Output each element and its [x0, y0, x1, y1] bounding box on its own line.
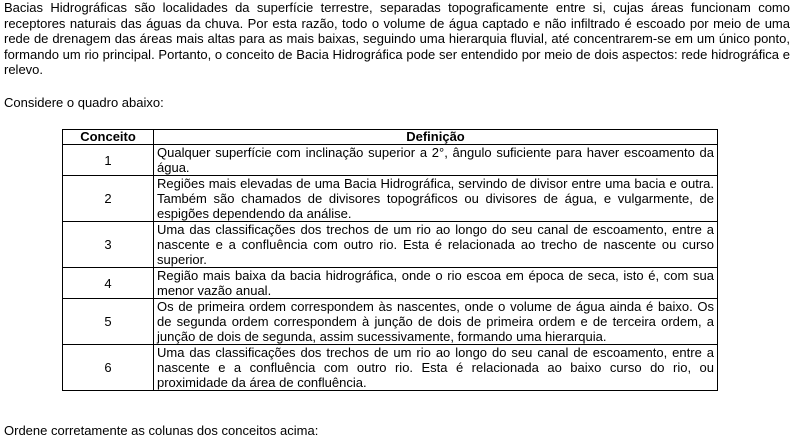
table-row — [63, 222, 718, 268]
concept-definition: Uma das classificações dos trechos de um rio ao longo do seu canal de escoamento, entre a nascente e a confluência com outro rio. Esta é relacionada ao trecho de nascente ou curso superior. — [154, 222, 718, 268]
header-concept: Conceito — [63, 130, 154, 145]
table-row — [63, 268, 718, 299]
concept-definition: Os de primeira ordem correspondem às nascentes, onde o volume de água ainda é baixo. Os de segunda ordem correspondem à junção de dois de primeira ordem e de terceira ordem, a junção de dois de segunda, assim sucessivamente, formando uma hierarquia. — [154, 299, 718, 345]
concept-number: 6 — [63, 345, 154, 391]
concept-definition: Uma das classificações dos trechos de um rio ao longo do seu canal de escoamento, entre a nascente e a confluência com outro rio. Esta é relacionada ao baixo curso do rio, ou proximidade da área de confluência. — [154, 345, 718, 391]
table-row — [63, 299, 718, 345]
concept-number: 5 — [63, 299, 154, 345]
closing-instruction: Ordene corretamente as colunas dos conceitos acima: — [4, 423, 319, 438]
concepts-table — [62, 129, 718, 391]
table-row — [63, 176, 718, 222]
table-header-row — [63, 130, 718, 145]
intro-paragraph: Bacias Hidrográficas são localidades da superfície terrestre, separadas topograficamente entre si, cujas áreas funcionam como receptores naturais das águas da chuva. Por esta razão, todo o volume de água captado e não infiltrado é escoado por meio de uma rede de drenagem das áreas mais altas para as mais baixas, seguindo uma hierarquia fluvial, até concentrarem-se em um único ponto, formando um rio principal. Portanto, o conceito de Bacia Hidrográfica pode ser entendido por meio de dois aspectos: rede hidrográfica e relevo. — [4, 0, 790, 77]
concept-definition: Região mais baixa da bacia hidrográfica, onde o rio escoa em época de seca, isto é, com sua menor vazão anual. — [154, 268, 718, 299]
concept-number: 2 — [63, 176, 154, 222]
consider-instruction: Considere o quadro abaixo: — [4, 94, 164, 110]
table-row — [63, 145, 718, 176]
concept-number: 1 — [63, 145, 154, 176]
table-row — [63, 345, 718, 391]
header-definition: Definição — [154, 130, 718, 145]
document-body — [4, 0, 790, 110]
concept-definition: Regiões mais elevadas de uma Bacia Hidrográfica, servindo de divisor entre uma bacia e outra. Também são chamados de divisores topográficos ou divisores de água, e vulgarmente, de espigões dependendo da análise. — [154, 176, 718, 222]
concept-number: 3 — [63, 222, 154, 268]
concept-number: 4 — [63, 268, 154, 299]
concept-definition: Qualquer superfície com inclinação superior a 2°, ângulo suficiente para haver escoamento da água. — [154, 145, 718, 176]
